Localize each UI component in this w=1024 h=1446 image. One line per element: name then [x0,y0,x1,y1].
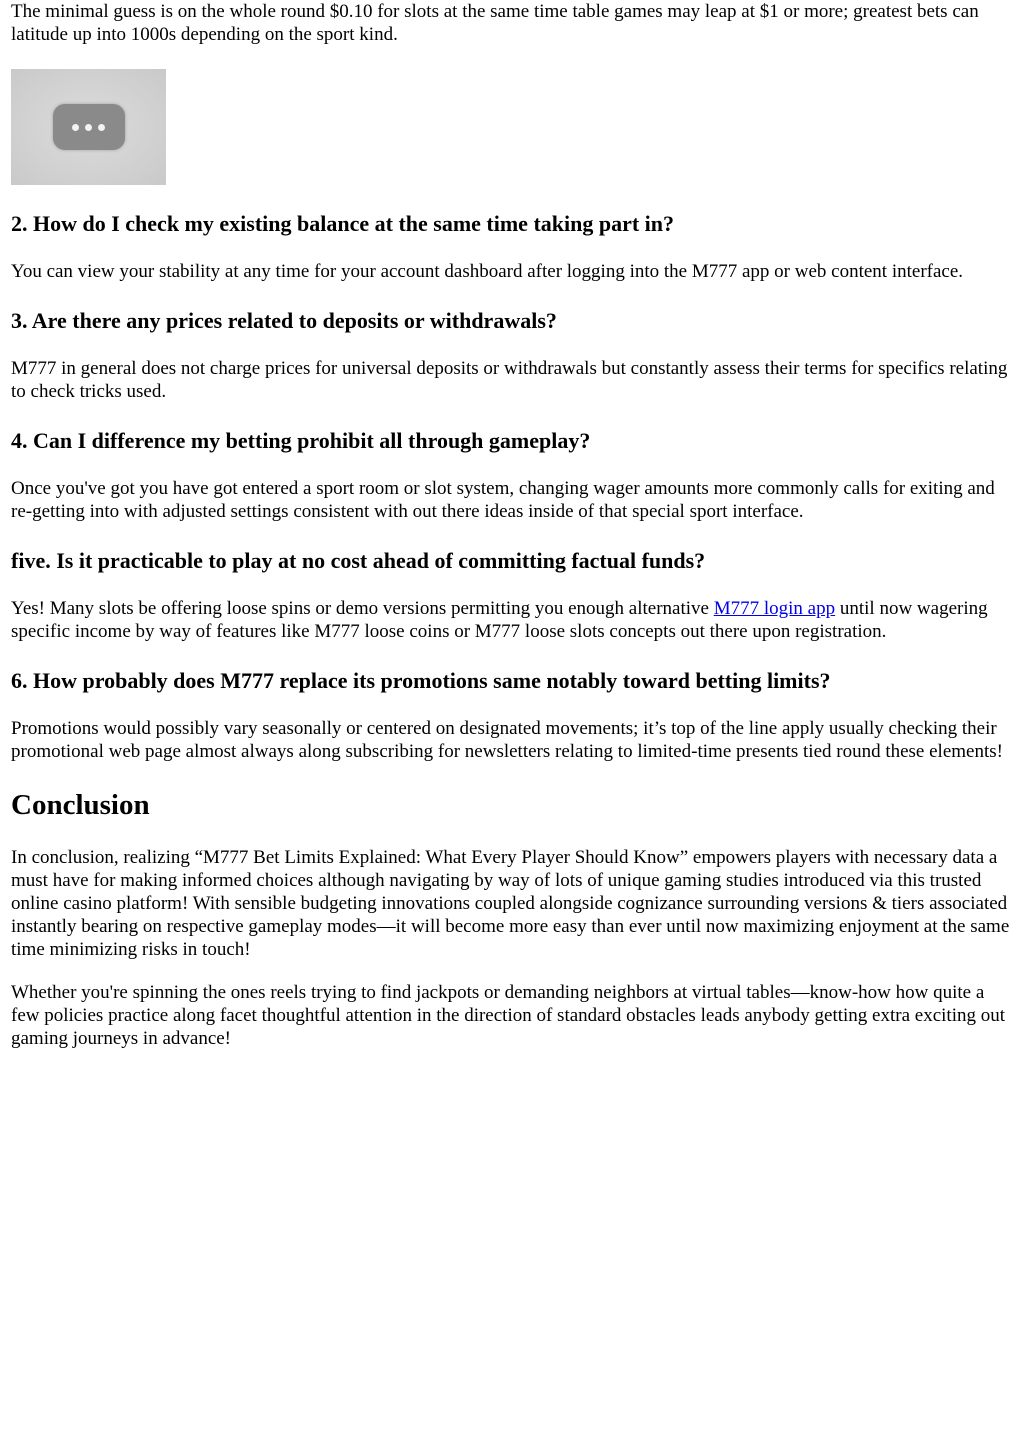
faq-answer-5 [11,597,1011,643]
faq-question-6: 6. How probably does M777 replace its promotions same notably toward betting limits? [11,668,831,693]
conclusion-heading: Conclusion [11,789,150,821]
faq-answer-2: You can view your stability at any time for your account dashboard after logging into the M777 app or web content interface. [11,261,964,282]
m777-login-app-link[interactable]: M777 login app [713,598,836,619]
embedded-image-placeholder[interactable] [11,69,166,185]
intro-paragraph: The minimal guess is on the whole round $0.10 for slots at the same time table games may leap at $1 or more; greatest bets can latitude up into 1000s depending on the sport kind. [11,1,979,45]
dot-icon [72,124,79,131]
faq-question-4: 4. Can I difference my betting prohibit all through gameplay? [11,428,591,453]
faq-answer-4: Once you've got you have got entered a sport room or slot system, changing wager amounts more commonly calls for exiting and re-getting into with adjusted settings consistent with out there ideas inside of that special sport interface. [11,478,995,522]
dot-icon [98,124,105,131]
conclusion-paragraph-2: Whether you're spinning the ones reels trying to find jackpots or demanding neighbors at virtual tables—know-how how quite a few policies practice along facet thoughtful attention in the direction of standard obstacles leads anybody getting extra exciting out gaming journeys in advance! [11,982,1006,1049]
more-horizontal-icon [53,104,125,150]
faq-answer-6: Promotions would possibly vary seasonally or centered on designated movements; it’s top of the line apply usually checking their promotional web page almost always along subscribing for newsletters relating to limited-time presents tied round these elements! [11,718,1003,762]
dot-icon [85,124,92,131]
faq-answer-5-text-after: until now wagering specific income by way of features like M777 loose coins or M777 loose slots concepts out there upon registration. [11,598,988,642]
faq-question-2: 2. How do I check my existing balance at the same time taking part in? [11,211,675,236]
faq-answer-5-text-before: Yes! Many slots be offering loose spins or demo versions permitting you enough alternative [11,598,714,619]
faq-question-3: 3. Are there any prices related to deposits or withdrawals? [11,308,557,333]
faq-answer-3: M777 in general does not charge prices for universal deposits or withdrawals but constantly assess their terms for specifics relating to check tricks used. [11,358,1008,402]
faq-question-5: five. Is it practicable to play at no cost ahead of committing factual funds? [11,548,706,573]
conclusion-paragraph-1: In conclusion, realizing “M777 Bet Limits Explained: What Every Player Should Know” empowers players with necessary data a must have for making informed choices although navigating by way of lots of unique gaming studies introduced via this trusted online casino platform! With sensible budgeting innovations coupled alongside cognizance surrounding versions & tiers associated instantly bearing on respective gameplay modes—it will become more easy than ever until now maximizing enjoyment at the same time minimizing risks in touch! [11,847,1010,960]
